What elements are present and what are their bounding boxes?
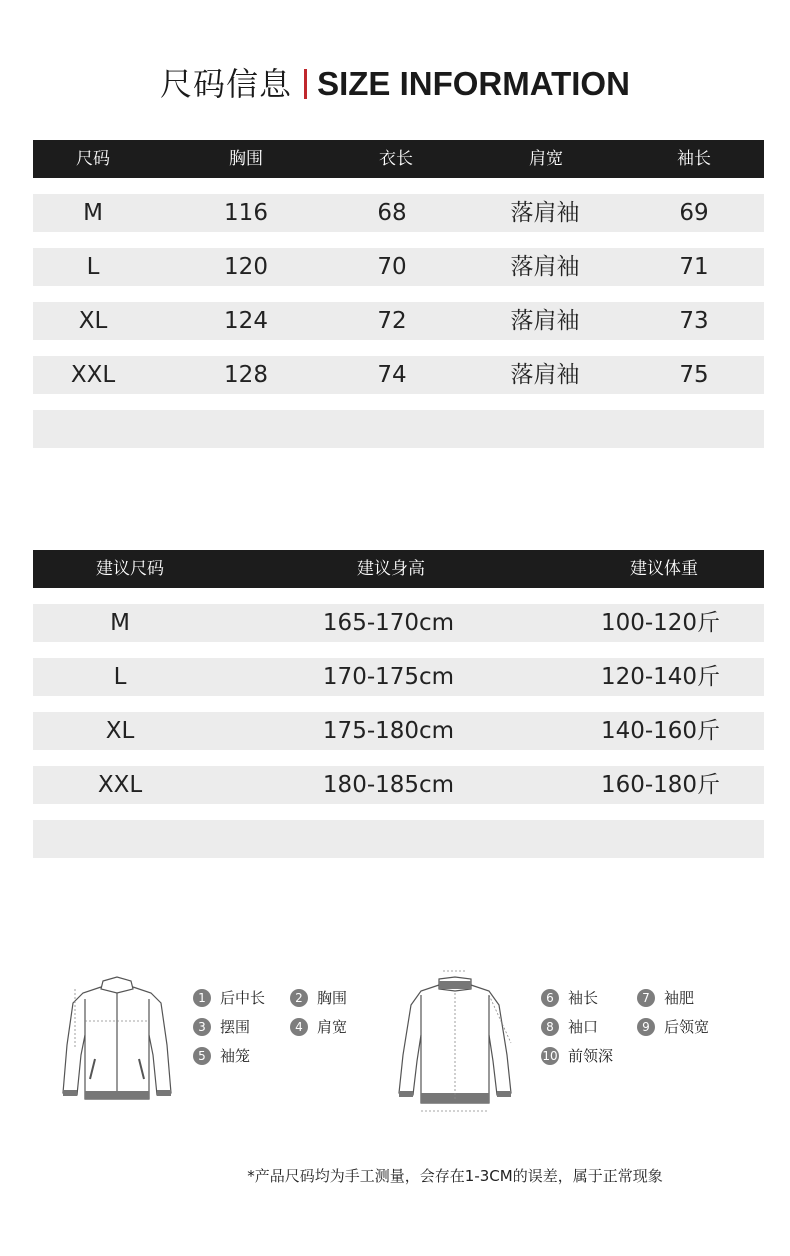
header-rec-weight: 建议体重: [630, 559, 698, 579]
cell-rec-weight: 140-160斤: [600, 718, 721, 744]
legend-label: 前领深: [568, 1047, 614, 1065]
cell-chest: 120: [224, 254, 268, 280]
header-shoulder: 肩宽: [529, 149, 563, 169]
cell-shoulder: 落肩袖: [510, 362, 580, 388]
cell-size: L: [86, 254, 100, 280]
size-table-header: [33, 140, 764, 178]
legend-item-10: [541, 1046, 613, 1066]
table-row: [33, 604, 764, 642]
legend-item-2: [290, 988, 347, 1008]
legend-number-badge: 1: [193, 989, 211, 1007]
legend-label: 后领宽: [664, 1018, 710, 1036]
cell-rec-weight: 100-120斤: [600, 610, 721, 636]
jacket-front-illustration: [55, 975, 180, 1103]
cell-length: 72: [377, 308, 407, 334]
cell-rec-size: L: [113, 664, 127, 690]
legend-label: 肩宽: [317, 1018, 348, 1036]
cell-sleeve: 71: [679, 254, 709, 280]
legend-label: 袖笼: [220, 1047, 251, 1065]
legend-item-1: [193, 988, 265, 1008]
legend-label: 袖口: [568, 1018, 599, 1036]
header-size: 尺码: [76, 149, 110, 169]
cell-length: 74: [377, 362, 407, 388]
cell-length: 70: [377, 254, 407, 280]
cell-rec-height: 175-180cm: [322, 718, 455, 744]
legend-number-badge: 6: [541, 989, 559, 1007]
cell-rec-height: 170-175cm: [322, 664, 455, 690]
legend-item-6: [541, 988, 598, 1008]
legend-number-badge: 4: [290, 1018, 308, 1036]
table-row: [33, 194, 764, 232]
legend-label: 摆围: [220, 1018, 251, 1036]
cell-chest: 116: [224, 200, 268, 226]
legend-number-badge: 9: [637, 1018, 655, 1036]
legend-item-7: [637, 988, 694, 1008]
legend-item-4: [290, 1017, 347, 1037]
legend-number-badge: 2: [290, 989, 308, 1007]
size-table: [33, 140, 764, 450]
legend-number-badge: 7: [637, 989, 655, 1007]
header-chest: 胸围: [229, 149, 263, 169]
cell-shoulder: 落肩袖: [510, 254, 580, 280]
cell-rec-height: 180-185cm: [322, 772, 455, 798]
legend-item-5: [193, 1046, 250, 1066]
cell-size: XL: [78, 308, 108, 334]
cell-rec-height: 165-170cm: [322, 610, 455, 636]
header-length: 衣长: [379, 149, 413, 169]
table-row: [33, 248, 764, 286]
legend-item-3: [193, 1017, 250, 1037]
header-sleeve: 袖长: [677, 149, 711, 169]
table-row: [33, 658, 764, 696]
table-row: [33, 766, 764, 804]
measurement-diagram: [0, 960, 790, 1130]
cell-length: 68: [377, 200, 407, 226]
legend-label: 袖长: [568, 989, 599, 1007]
legend-label: 袖肥: [664, 989, 695, 1007]
cell-rec-weight: 120-140斤: [600, 664, 721, 690]
cell-chest: 128: [224, 362, 268, 388]
legend-label: 后中长: [220, 989, 266, 1007]
cell-rec-size: M: [110, 610, 130, 636]
table-row: [33, 356, 764, 394]
legend-number-badge: 5: [193, 1047, 211, 1065]
title-cn: 尺码信息: [160, 65, 293, 103]
cell-size: XXL: [70, 362, 116, 388]
cell-shoulder: 落肩袖: [510, 308, 580, 334]
jacket-back-illustration: [385, 965, 530, 1125]
cell-shoulder: 落肩袖: [510, 200, 580, 226]
cell-rec-weight: 160-180斤: [600, 772, 721, 798]
recommend-table-header: [33, 550, 764, 588]
cell-size: M: [83, 200, 103, 226]
cell-rec-size: XL: [105, 718, 135, 744]
table-row: [33, 302, 764, 340]
measurement-footnote: *产品尺码均为手工测量，会存在1-3CM的误差，属于正常现象: [247, 1167, 663, 1185]
legend-item-8: [541, 1017, 598, 1037]
legend-number-badge: 10: [542, 1049, 558, 1063]
cell-sleeve: 73: [679, 308, 709, 334]
cell-rec-size: XXL: [97, 772, 143, 798]
legend-number-badge: 8: [541, 1018, 559, 1036]
empty-row: [33, 410, 764, 448]
recommend-table: [33, 550, 764, 860]
header-rec-size: 建议尺码: [96, 559, 164, 579]
cell-sleeve: 75: [679, 362, 709, 388]
header-rec-height: 建议身高: [357, 559, 425, 579]
cell-sleeve: 69: [679, 200, 709, 226]
cell-chest: 124: [224, 308, 268, 334]
legend-item-9: [637, 1017, 709, 1037]
title-divider: [304, 69, 307, 99]
page-title: [0, 62, 790, 106]
title-en: SIZE INFORMATION: [317, 65, 630, 102]
legend-label: 胸围: [317, 989, 348, 1007]
legend-number-badge: 3: [193, 1018, 211, 1036]
table-row: [33, 712, 764, 750]
empty-row: [33, 820, 764, 858]
